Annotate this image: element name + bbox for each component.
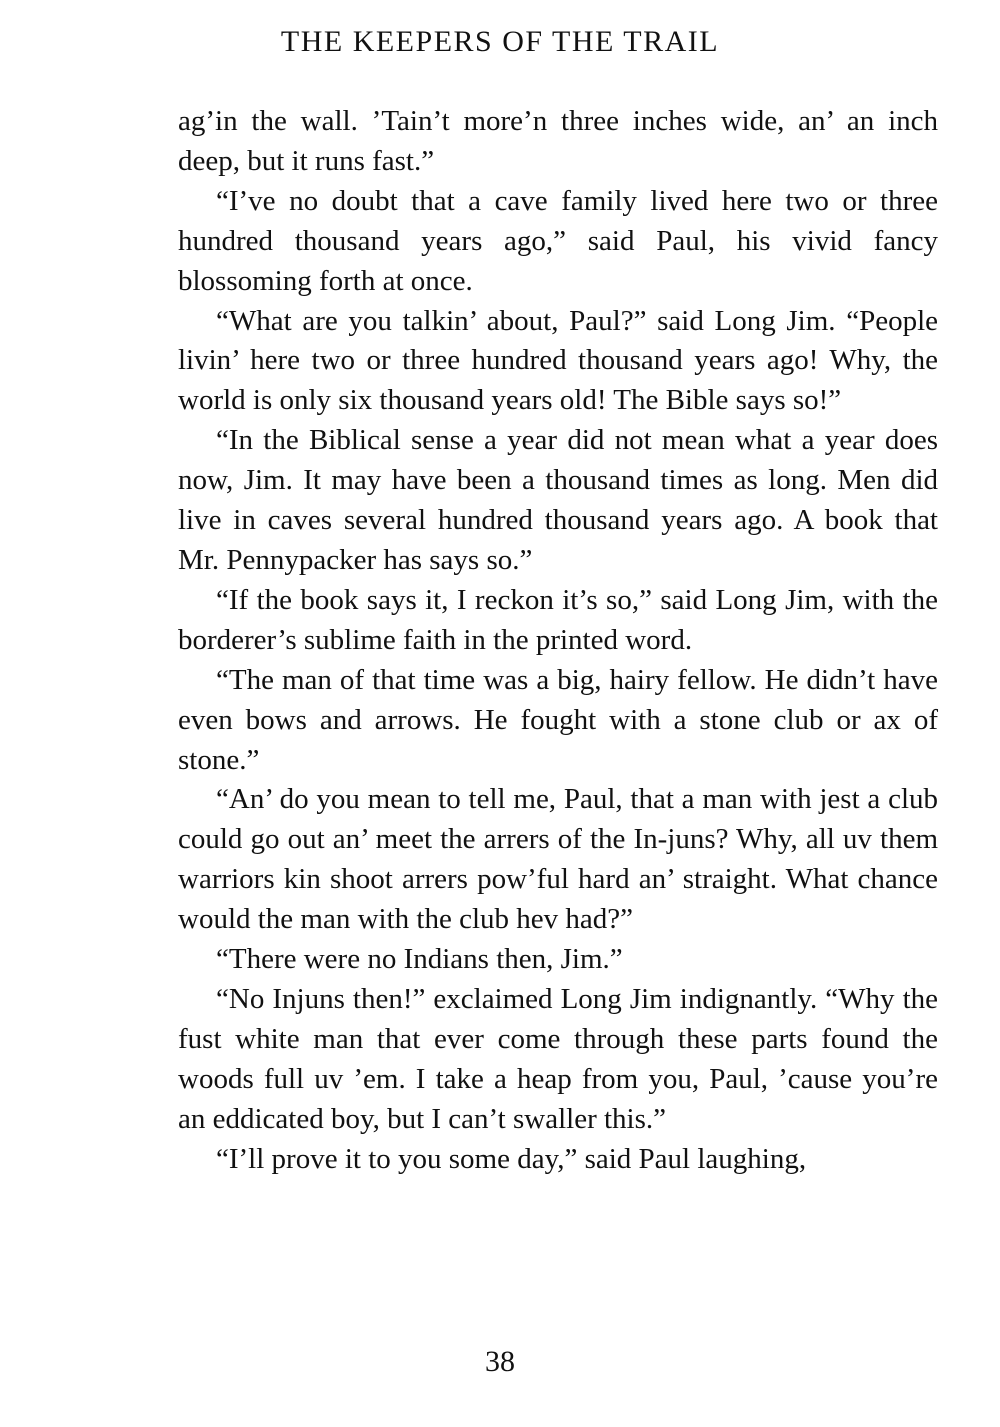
running-head: THE KEEPERS OF THE TRAIL <box>280 25 720 58</box>
paragraph: “The man of that time was a big, hairy fellow. He didn’t have even bows and arrows. He fought with a stone club or ax of stone.” <box>178 663 938 776</box>
paragraph: “I’ve no doubt that a cave family lived here two or three hundred thousand years ago,” said Paul, his vivid fancy blossoming forth at once. <box>178 184 938 297</box>
paragraph: “There were no Indians then, Jim.” <box>216 943 623 976</box>
paragraph: “No Injuns then!” exclaimed Long Jim indignantly. “Why the fust white man that ever come through these parts found the woods full uv ’em. I take a heap from you, Paul, ’cause you’re an eddicated boy, but I can’t swaller this.” <box>178 982 938 1135</box>
body-text <box>178 102 938 1179</box>
paragraph: “An’ do you mean to tell me, Paul, that a man with jest a club could go out an’ meet the arrers of the In-juns? Why, all uv them warriors kin shoot arrers pow’ful hard an’ straight. What chance would the man with the club hev had?” <box>178 783 938 936</box>
paragraph: “I’ll prove it to you some day,” said Paul laughing, <box>216 1142 807 1175</box>
paragraph: “In the Biblical sense a year did not mean what a year does now, Jim. It may have been a thousand times as long. Men did live in caves several hundred thousand years ago. A book that Mr. Pennypacker has says so.” <box>178 424 938 576</box>
paragraph: ag’in the wall. ’Tain’t more’n three inches wide, an’ an inch deep, but it runs fast.” <box>178 105 938 177</box>
paragraph: “What are you talkin’ about, Paul?” said Long Jim. “People livin’ here two or three hundred thousand years ago! Why, the world is only six thousand years old! The Bible says so!” <box>178 304 938 417</box>
paragraph: “If the book says it, I reckon it’s so,” said Long Jim, with the borderer’s sublime faith in the printed word. <box>178 583 938 656</box>
page-number: 38 <box>485 1345 515 1378</box>
